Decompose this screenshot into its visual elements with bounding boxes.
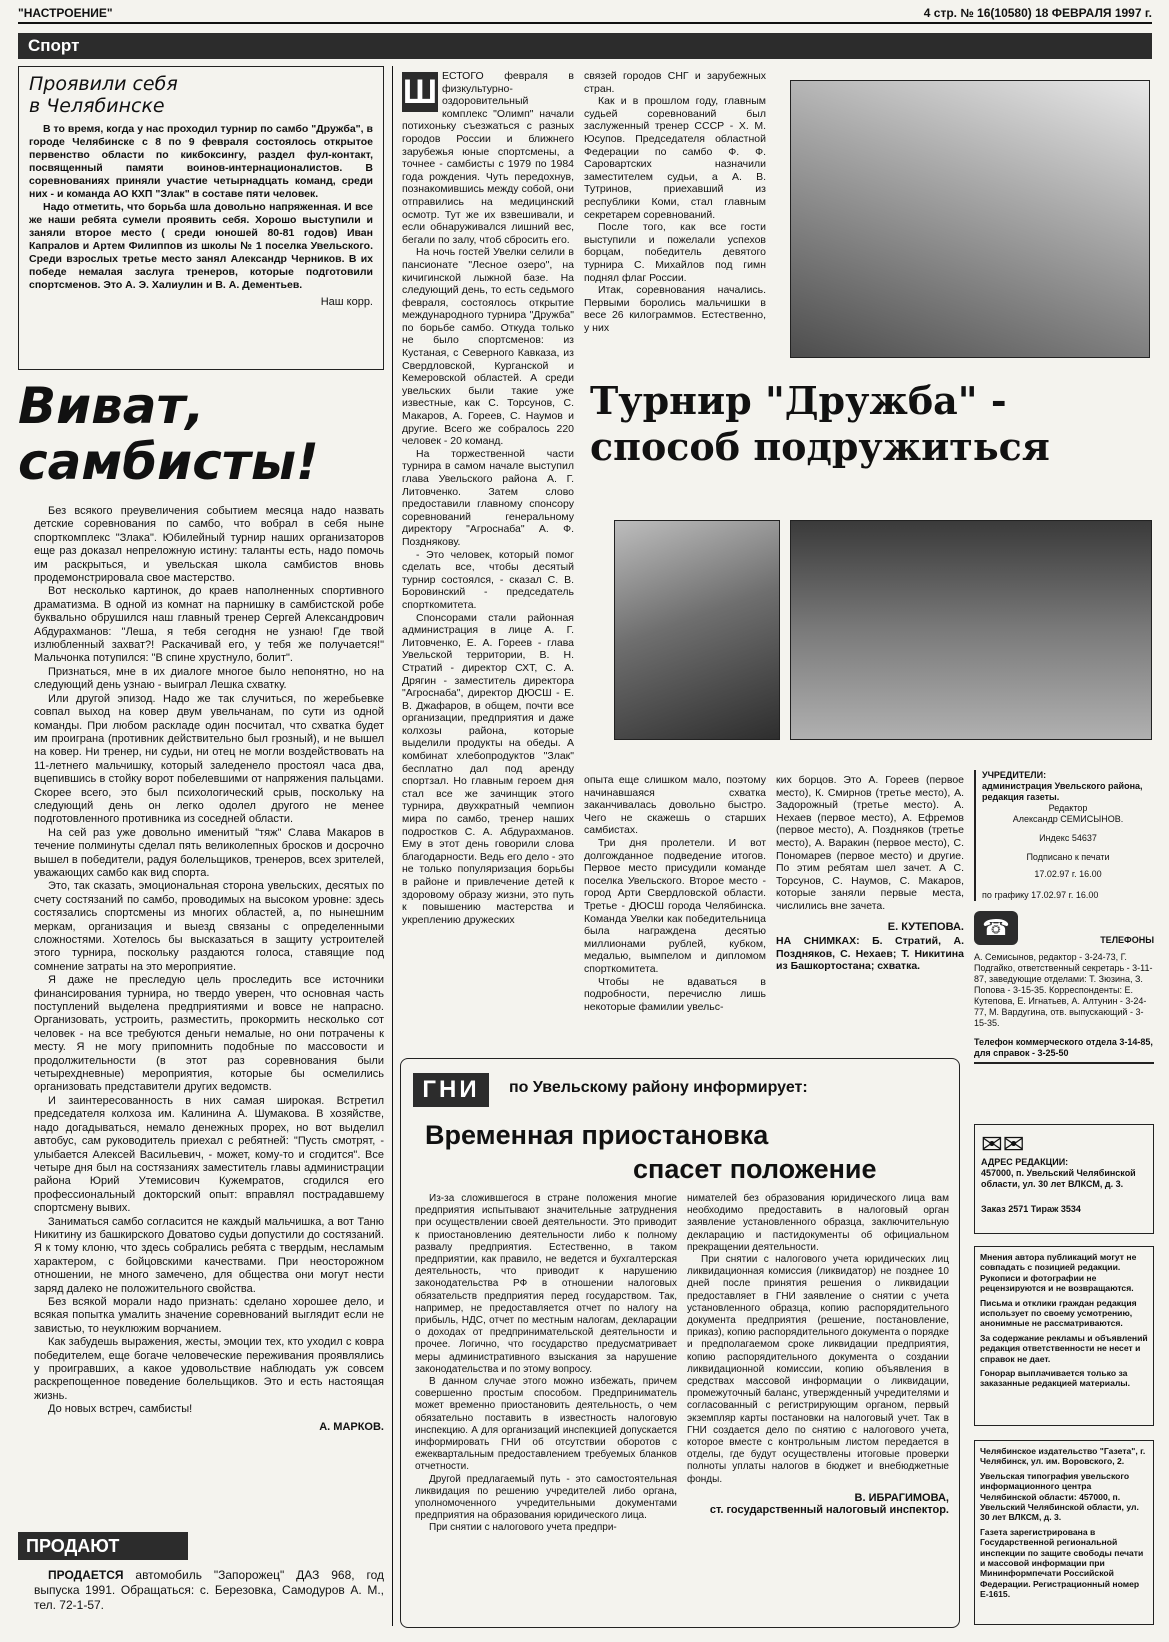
phone-icon: ☎ (974, 911, 1018, 945)
gni-paragraph: При снятии с налогового учета предпри- (429, 1522, 617, 1534)
schedule: по графику 17.02.97 г. 16.00 (982, 890, 1099, 900)
gni-col2 (687, 1193, 949, 1613)
note: Гонорар выплачивается только за заказанные редакцией материалы. (980, 1368, 1131, 1389)
drop-cap: Ш (402, 73, 438, 111)
sale-lead: ПРОДАЕТСЯ (48, 1568, 124, 1582)
print-info: Увельская типография увельского информационного центра Челябинской области: 457000, п. Увельский Челябинской области, ул. 30 лет ВЛКСМ, д. 3. (980, 1470, 1139, 1523)
brief-p2: Надо отметить, что борьба шла довольно напряженная. И все же наши ребята сумели проявить себя. Хорошо выступили и заняли второе место ( среди юношей 80-81 годов) Иван Капралов и Артем Филиппов из школы № 1 поселка Увельского. Среди взрослых третье место занял Александр Черников. В их победе немалая заслуга тренеров, которые подготовили спортсменов. Это А. Э. Халиулин и В. А. Дементьев. (29, 201, 373, 291)
note: За содержание рекламы и объявлений редакция ответственности не несет и справок не дает. (980, 1332, 1148, 1364)
vivat-paragraph: До новых встреч, самбисты! (48, 1403, 193, 1416)
address-label: АДРЕС РЕДАКЦИИ: (981, 1157, 1069, 1167)
phones: А. Семисынов, редактор - 3-24-73, Г. Подгайко, ответственный секретарь - 3-11-87, заведующие отделами: Т. Зюзина, З. Попова - 3-15-35. Корреспонденты: Е. Кутепова, Е. Игнатьев, А. Алтунин - 3-24-77, М. Вардугина, отв. выпускающий - 3-15-35. (974, 952, 1153, 1028)
vivat-paragraph: Как забудешь выражения, жесты, эмоции тех, кто уходил с ковра победителем, еще богаче человеческие переживания проявлялись у проигравших, а какое удовольствие наблюдать уж совсем раскрепощенное поведение болельщиков. Это и есть настоящая жизнь. (34, 1336, 384, 1402)
gni-title-2: спасет положение (633, 1154, 877, 1184)
tournament-paragraph: Чтобы не вдаваться в подробности, перечислю лишь некоторые фамилии увельс- (584, 975, 766, 1013)
caption-lead: НА СНИМКАХ: (776, 935, 860, 948)
vivat-paragraph: И заинтересованность в них самая широкая. Встретил председателя колхоза им. Калинина А. Шумакова. В хозяйстве, надо догадываться, немало денежных прорех, но вот выделил автобус, сам руководитель приехал с ребятней: "Пусть смотрят, - улыбается Алексей Васильевич, - может, кому-то и сгодится". Все четыре дня был на состязаниях заместитель главы администрации района Юрий Утемисович Кужемратов, сгодился его профессиональный докторский опыт: вправлял пострадавшему спортсмену вывих. (34, 1094, 384, 1215)
gni-col1 (415, 1193, 677, 1613)
brief-article (18, 66, 384, 370)
note: Мнения автора публикаций могут не совпадать с позицией редакции. Рукописи и фотографии не рецензируются и не возвращаются. (980, 1252, 1137, 1294)
brief-sign: Наш корр. (320, 296, 373, 308)
tournament-sign: Е. КУТЕПОВА. (887, 920, 964, 933)
gni-paragraph: В данном случае этого можно избежать, причем совершенно простым способом. Предприниматель может временно приостановить деятельность, о чем обязательно поставить в известность налоговую инспекцию. А для организаций инспекцией допускается информировать ГНИ об отсутствии оборотов с ежеквартальным предоставлением требуемых бланков отчетности. (415, 1376, 677, 1473)
gni-sign-2: ст. государственный налоговый инспектор. (709, 1504, 949, 1517)
photo-bout (790, 520, 1152, 740)
brief-title-2: в Челябинске (29, 95, 165, 117)
gni-logo: ГНИ (413, 1073, 489, 1107)
paper-name: "НАСТРОЕНИЕ" (18, 6, 113, 20)
signed-time: 17.02.97 г. 16.00 (1034, 869, 1102, 879)
tournament-paragraph: Три дня пролетели. И вот долгожданное подведение итогов. Первое место присудили команде поселка Увельского. Второе место - город Арти Свердловской области. Третье - ДЮСШ города Челябинска. Команда Увелки как победительница была награждена десятью миллионами рублей, кубком, медалью, вымпелом и дипломом спорткомитета. (584, 836, 766, 975)
notes-box (974, 1246, 1154, 1426)
section-title: Спорт (28, 36, 80, 55)
sale-bar (18, 1532, 188, 1560)
vivat-sign: А. МАРКОВ. (319, 1420, 384, 1433)
tournament-paragraph: На ночь гостей Увелки селили в пансионате "Лесное озеро", на кичигинской лыжной базе. На следующий день, то есть седьмого февраля, состоялось открытие международного турнира "Дружба" по борьбе самбо. Откуда только не было спортсменов: из Кустаная, с Северного Кавказа, из Свердловской, Курганской и Кемеровской областей. А среди увельских были такие уже известные, как С. Торсунов, С. Макаров, А. Гореев, С. Наумов и другие. Всего же собралось 220 человек - 20 команд. (402, 246, 574, 448)
print-info: Челябинское издательство "Газета", г. Челябинск, ул. им. Воровского, 2. (980, 1446, 1146, 1467)
gni-title-1: Временная приостановка (425, 1120, 769, 1150)
address: 457000, п. Увельский Челябинской области, ул. 30 лет ВЛКСМ, д. 3. (981, 1168, 1136, 1189)
vivat-body (34, 505, 384, 1505)
tournament-title-1: Турнир "Дружба" - (590, 378, 1007, 423)
commercial-phone: Телефон коммерческого отдела 3-14-85, для справок - 3-25-50 (974, 1037, 1154, 1064)
brief-p1: В то время, когда у нас проходил турнир по самбо "Дружба", в городе Челябинске с 8 по 9 февраля состоялось открытое первенство области по кикбоксингу, раздел фул-контакт, посвященный памяти воинов-интернационалистов. В соревнованиях приняли участие четырнадцать команд, среди них - и команда АО КХП "Злак" в составе пяти человек. (29, 123, 373, 200)
printing-box (974, 1440, 1154, 1625)
page-header (18, 6, 1152, 22)
phones-label: ТЕЛЕФОНЫ (1100, 935, 1154, 945)
vivat-paragraph: Без всякой морали надо признать: сделано хорошее дело, и всякая попытка умалить значение соревнований выглядит если не завистью, то неуклюжим ворчанием. (34, 1295, 384, 1335)
column-rule (392, 66, 393, 1626)
note: Письма и отклики граждан редакция использует по своему усмотрению, анонимные не рассматриваются. (980, 1297, 1137, 1329)
vivat-title-1: Виват, (18, 377, 205, 435)
brief-title-1: Проявили себя (29, 73, 178, 95)
tournament-paragraph: На торжественной части турнира в самом начале выступил глава Увельского района А. Г. Литовченко. Затем слово предоставили главному спонсору соревнований генеральному директору "Агроснаба" А. Ф. Позднякову. (402, 447, 574, 548)
vivat-paragraph: Или другой эпизод. Надо же так случиться, по жеребьевке совпал выход на ковер двум увельчанам, по сути из одной команды. При любом раскладе один посчитал, что схватка будет им проиграна (противник действительно был грозный), и не вышел на ковер. Ни тренер, ни судьи, ни отец не могли воздействовать на 11-летнего мальчишку, который заледенело простоял часа два, вцепившись в стойку ворот побелевшими от напряжения пальцами. Скорее всего, это был психологический срыв, поскольку на следующий день он легко одолел другого не менее подготовленного противника из соседней области. (34, 692, 384, 826)
vivat-paragraph: Вот несколько картинок, до краев наполненных спортивного драматизма. В одной из комнат на парнишку в самбистской робе буквально обрушился наш главный тренер Сергей Александрович Абдурахманов: "Леша, я тебя сегодня не узнаю! Где твой излюбленный захват?! Раскачивай его, у тебя же получается!" Мальчонка потупился: "В спине хрустнуло, болит". (34, 585, 384, 665)
vivat-paragraph: Заниматься самбо согласится не каждый мальчишка, а вот Таню Никитину из башкирского Доватово судьи допустили до состязаний. Я к тому клоню, что здесь собрались ребята с твердым, несламым характером, с бойцовскими качествами. При неосторожном отношении, не много замечено, для общества они могут нести заряд далеко не положительного свойства. (34, 1215, 384, 1295)
tournament-col4 (776, 774, 964, 1034)
editor: Александр СЕМИСЫНОВ. (1012, 814, 1124, 824)
editor-label: Редактор (1048, 803, 1088, 813)
tournament-col3 (584, 774, 766, 1034)
tournament-col1 (402, 70, 574, 926)
tournament-headline (590, 378, 1150, 488)
vivat-paragraph: Это, так сказать, эмоциональная сторона увельских, десятых по счету состязаний по самбо, проводимых на высоком уровне: здесь состязались спортсмены из многих областей, а, по нынешним меркам, организация и выезд связаны с определенными сложностями. Хотелось бы высказаться в защиту устроителей этого турнира, поскольку раздаются голоса, ставящие под сомнение затраты на это мероприятие. (34, 880, 384, 973)
sale-label: ПРОДАЮТ (26, 1536, 120, 1556)
vivat-headline (18, 378, 384, 498)
section-bar (18, 33, 1152, 59)
envelope-icon: ✉✉ (981, 1129, 1025, 1159)
tournament-paragraph: - Это человек, который помог сделать все, чтобы десятый турнир состоялся, - сказал С. В. Боровинский - председатель спорткомитета. (402, 548, 574, 611)
print-info: Газета зарегистрирована в Государственной региональной инспекции по защите свободы печати и массовой информации при Мининформпечати Российской Федерации. Регистрационный номер Е-1615. (980, 1526, 1144, 1600)
photo-girl (614, 520, 780, 740)
vivat-paragraph: Признаться, мне в их диалоге многое было непонятно, но на следующий день узнаю - выиграл Лешка схватку. (34, 665, 384, 692)
index: Индекс 54637 (1039, 833, 1097, 843)
gni-paragraph: нимателей без образования юридического лица вам необходимо предоставить в налоговый орган заявление установленного образца, заключительную декларацию и пастидокументы об официальном прекращении деятельности. (687, 1193, 949, 1253)
sale-text: автомобиль "Запорожец" ДАЗ 968, год выпуска 1991. Обращаться: с. Березовка, Самодуров А. М., тел. 72-1-57. (34, 1568, 385, 1612)
vivat-title-2: самбисты! (18, 433, 319, 491)
address-box (974, 1124, 1154, 1234)
tournament-title-2: способ подружиться (590, 424, 1050, 469)
caption-text: Б. Стратий, А. Поздняков, С. Нехаев; Т. Никитина из Башкортостана; схватка. (776, 935, 964, 973)
vivat-paragraph: Я даже не преследую цель проследить все источники финансирования турнира, но твердо уверен, что основная часть поступлений выделена предприятиями и вовсе не напрасно. Организовать, устроить, разместить, прокормить несколько сот человек - на все требуются деньги немалые, но они потрачены к месту. Я не могу припомнить подобные по массовости и продолжительности (в этот раз соревнования были четырехдневные) мероприятия, которые бы осмелились организовать представители других ведомств. (34, 974, 384, 1094)
vivat-paragraph: Без всякого преувеличения событием месяца надо назвать детские соревнования по самбо, что вобрал в себя ныне спорткомплекс "Злака". Юбилейный турнир наших организаторов еще раз доказал непреложную истину: таланты есть, надо помочь им раскрыться, и увельская школа самбистов вновь продемонстрировала свое мастерство. (34, 505, 384, 585)
founders-label: УЧРЕДИТЕЛИ: (982, 770, 1047, 780)
tournament-paragraph: После того, как все гости выступили и пожелали успехов борцам, победитель девятого турнира С. Михайлов под гимн поднял флаг России. (584, 221, 766, 284)
signed-label: Подписано к печати (1026, 852, 1110, 862)
vivat-paragraph: На сей раз уже довольно именитый "тяж" Слава Макаров в течение полминуты сделал пять великолепных бросков и досрочно вышел в победители, радуя болельщиков, тренеров, всех зрителей, уважающих самбо как вид спорта. (34, 826, 384, 879)
sale-ad (34, 1568, 384, 1628)
founders: администрация Увельского района, редакция газеты. (982, 781, 1143, 802)
tournament-lead: ЕСТОГО февраля в физкультурно-оздоровительный комплекс "Олимп" начали потихоньку съезжаться с разных городов России и ближнего зарубежья юные спортсмены, а точнее - самбисты с 1979 по 1984 года рождения. Чуть передохнув, познакомившись между собой, они отправились на медицинский осмотр. Тут же их взвешивали, и если обнаруживался лишний вес, бегали по залу, чтоб сбросить его. (402, 70, 574, 246)
tournament-paragraph: ких борцов. Это А. Гореев (первое место), К. Смирнов (третье место), А. Задорожный (третье место). А. Нехаев (первое место), А. Ефремов (первое место), А. Поздняков (третье место), А. Варакин (первое место), С. Пономарев (первое место) и другие. По этим ребятам шел зачет. А С. Торсунов, С. Наумов, С. Макаров, которые заняли первые места, числились вне зачета. (776, 774, 964, 912)
issue-info: 4 стр. № 16(10580) 18 ФЕВРАЛЯ 1997 г. (923, 6, 1152, 20)
tournament-paragraph: связей городов СНГ и зарубежных стран. (584, 70, 766, 95)
gni-paragraph: Из-за сложившегося в стране положения многие предприятия испытывают значительные затруднения при осуществлении своей деятельности. Это приводит к приостановлению деятельности либо к полному развалу предприятия. Естественно, в таком предприятии, как правило, не ведется и бухгалтерская деятельность, что приводит к нарушению законодательства РФ в отношении налоговых обязательств предприятия перед государством. Так, например, не предоставляется отчет по налогу на прибыль, НДС, отчет по местным налогам, декларации о доходах от предпринимательской деятельности и прочее. Логично, что государство предусматривает меры административного взыскания за нарушение законодательства и по этому вопросу. (415, 1193, 677, 1375)
tournament-paragraph: Как и в прошлом году, главным судьей соревнований был заслуженный тренер СССР - Х. М. Юсупов. Председателя областной Федерации по самбо Ф. Ф. Саровартских назначили заместителем судьи, а А. В. Тутринов, приехавший из республики Коми, стал главным секретарем соревнований. (584, 95, 766, 221)
tournament-paragraph: опыта еще слишком мало, поэтому начинавшаяся схватка заканчивалась довольно быстро. Чего не скажешь о старших самбистах. (584, 774, 766, 837)
tournament-paragraph: Спонсорами стали районная администрация в лице А. Г. Литовченко, Е. А. Гореев - глава Увельской территории, В. Н. Стратий - директор СХТ, С. А. Дрягин - заместитель директора "Агроснаба", директор ДЮСШ - Е. В. Джафаров, в общем, почти все организации, предприятия и даже колхозы района, которые выделили продукты на обеды. А комбинат хлебопродуктов "Злак" бесплатно дал под аренду спортзал. Но главным героем дня стал все же зачинщик этого турнира, двухкратный чемпион мира по самбо, тренер наших подростков С. А. Абдурахманов. Ему в этот день говорили слова благодарности. Ведь его дело - это не только популяризация борьбы в районе и привлечение детей к здоровому образу жизни, это путь к повышению мастерства и укреплению дружеских (402, 611, 574, 926)
gni-article (400, 1058, 960, 1628)
tournament-col2 (584, 70, 766, 355)
gni-sign-1: В. ИБРАГИМОВА, (854, 1491, 949, 1504)
order-info: Заказ 2571 Тираж 3534 (981, 1204, 1081, 1214)
gni-paragraph: Другой предлагаемый путь - это самостоятельная ликвидация по решению учредителей либо органа, уполномоченного учредительными документами предприятия на образования юридического лица. (415, 1473, 677, 1522)
photo-boys (790, 80, 1150, 358)
gni-paragraph: При снятии с налогового учета юридических лиц ликвидационная комиссия (ликвидатор) не позднее 10 дней после принятия решения о ликвидации предоставляет в ГНИ заявление о снятии с учета установленного образца, копию распорядительного документа предприятия (решение, постановление, приказ), копию распорядительного документа о порядке и предполагаемом сроке ликвидации предприятия, копию распорядительного документа о создании ликвидационной комиссии, копию объявления в средствах массовой информации о ликвидации, промежуточный баланс, утвержденный учредителями и согласованный с регистрирующим органом, первый экземпляр карты постановки на налоговый учет. Так в ГНИ создается дело по снятию с налогового учета, которое вместе с контрольным листом передается в отделы, где будут осуществлены итоговые проверки полноты уплаты налогов в бюджет и внебюджетные фонды. (687, 1254, 949, 1485)
imprint (974, 770, 1154, 1110)
photo-caption (776, 935, 964, 973)
header-rule (18, 22, 1152, 24)
tournament-paragraph: Итак, соревнования начались. Первыми боролись мальчишки в весе 26 килограммов. Естественно, у них (584, 284, 766, 334)
gni-kicker: по Увельскому району информирует: (509, 1079, 808, 1096)
